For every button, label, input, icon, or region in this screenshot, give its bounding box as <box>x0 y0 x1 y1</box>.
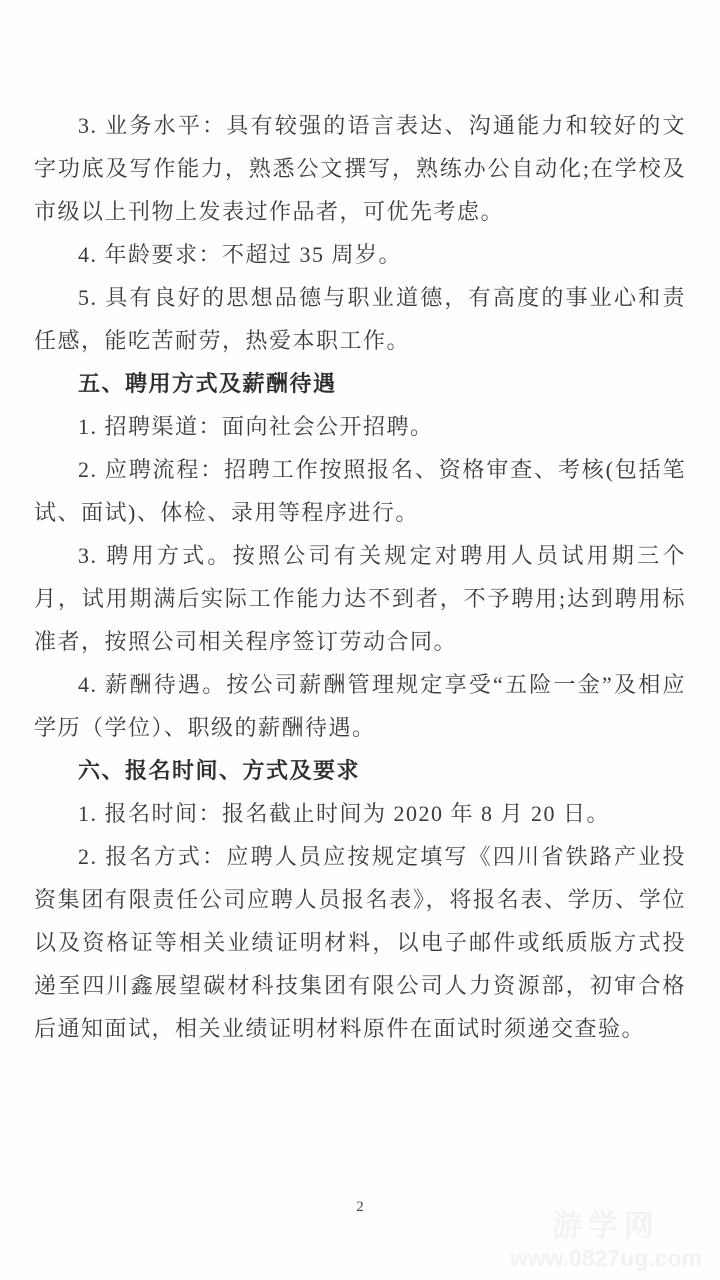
watermark <box>510 1210 702 1272</box>
paragraph-signup-deadline: 1. 报名时间：报名截止时间为 2020 年 8 月 20 日。 <box>78 801 611 826</box>
watermark-site-name: 游学网 <box>551 1210 660 1243</box>
paragraph-recruit-channel: 1. 招聘渠道：面向社会公开招聘。 <box>78 414 434 439</box>
paragraph-salary-benefits: 4. 薪酬待遇。按公司薪酬管理规定享受“五险一金”及相应学历（学位）、职级的薪酬待遇。 <box>34 672 686 740</box>
document-body <box>34 104 686 1050</box>
watermark-site-url: www.0827ug.com <box>509 1245 702 1271</box>
page-number: 2 <box>356 1199 364 1215</box>
section-heading-signup: 六、报名时间、方式及要求 <box>78 758 361 783</box>
paragraph-age-requirement: 4. 年龄要求：不超过 35 周岁。 <box>78 242 403 267</box>
paragraph-business-level: 3. 业务水平：具有较强的语言表达、沟通能力和较好的文字功底及写作能力，熟悉公文撰写，熟练办公自动化;在学校及市级以上刊物上发表过作品者，可优先考虑。 <box>34 113 686 224</box>
paragraph-moral-character: 5. 具有良好的思想品德与职业道德，有高度的事业心和责任感，能吃苦耐劳，热爱本职工作。 <box>34 285 686 353</box>
paragraph-signup-method: 2. 报名方式：应聘人员应按规定填写《四川省铁路产业投资集团有限责任公司应聘人员报名表》，将报名表、学历、学位以及资格证等相关业绩证明材料，以电子邮件或纸质版方式投递至四川鑫展望碳材科技集团有限公司人力资源部，初审合格后通知面试，相关业绩证明材料原件在面试时须递交查验。 <box>34 844 686 1041</box>
paragraph-employment-mode: 3. 聘用方式。按照公司有关规定对聘用人员试用期三个月，试用期满后实际工作能力达不到者，不予聘用;达到聘用标准者，按照公司相关程序签订劳动合同。 <box>34 543 686 654</box>
section-heading-employment: 五、聘用方式及薪酬待遇 <box>78 371 337 396</box>
paragraph-apply-process: 2. 应聘流程：招聘工作按照报名、资格审查、考核(包括笔试、面试)、体检、录用等程序进行。 <box>34 457 686 525</box>
